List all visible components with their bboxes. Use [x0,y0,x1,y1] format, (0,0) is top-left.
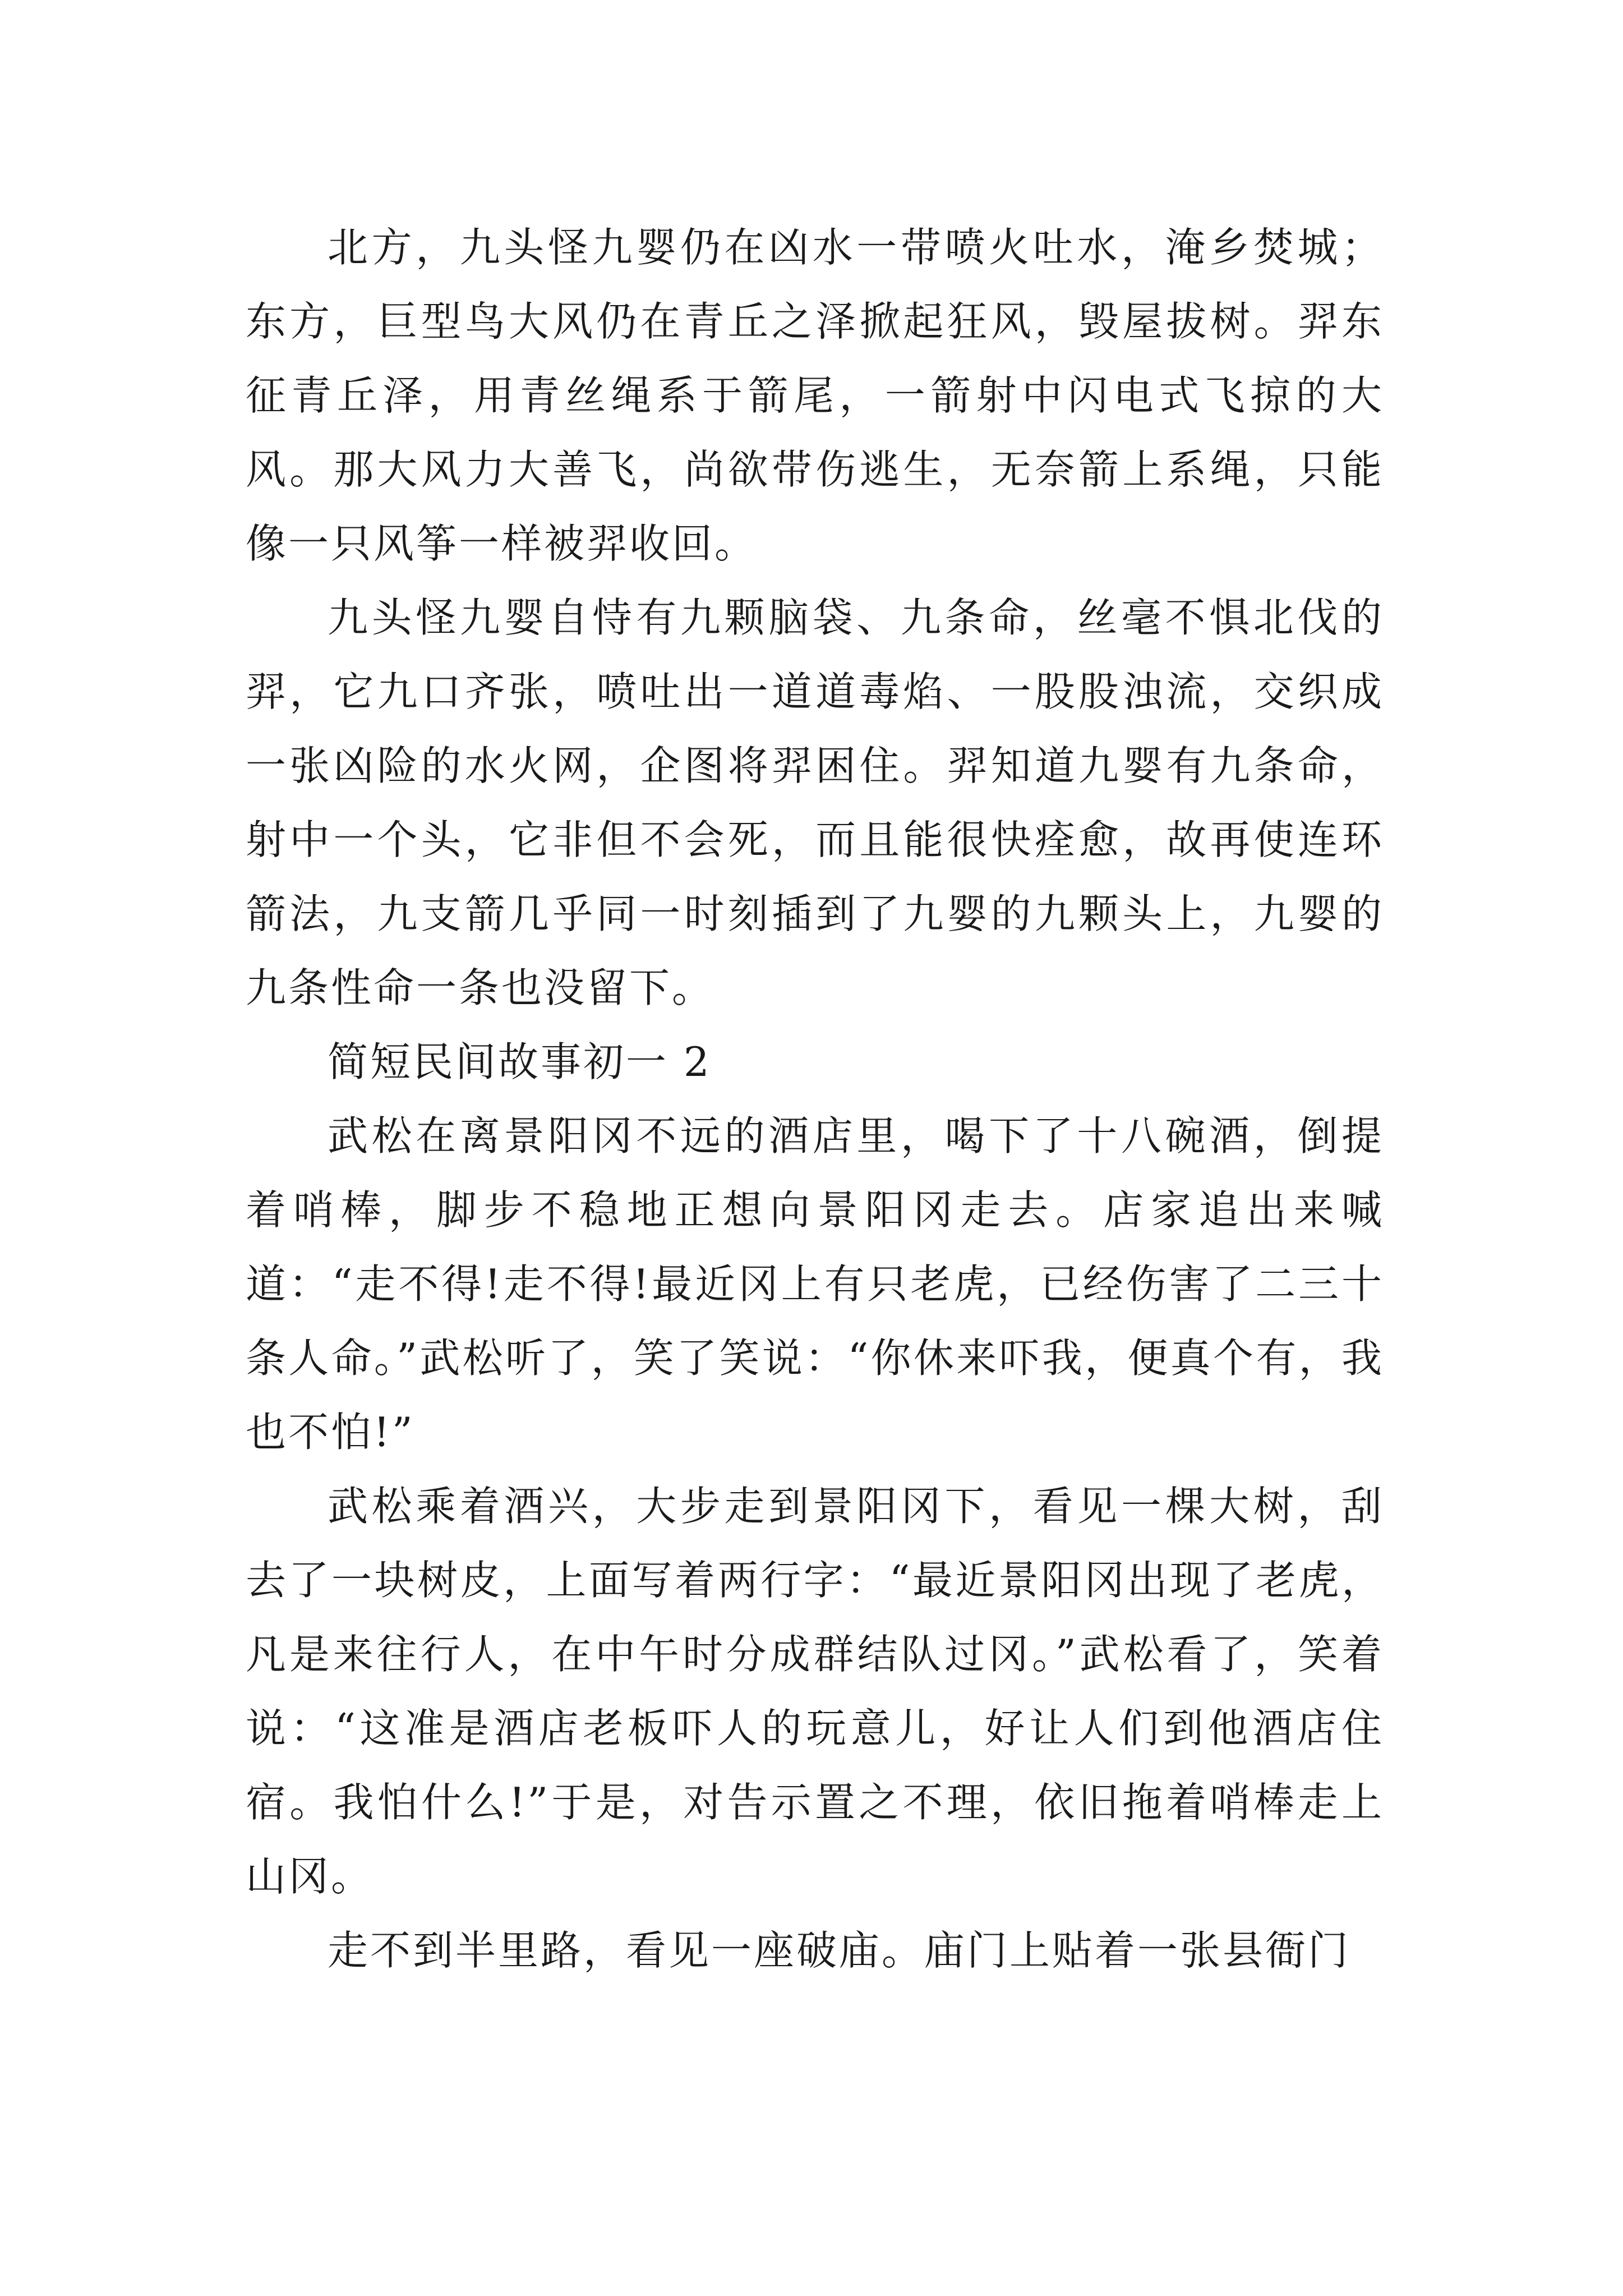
paragraph: 武松乘着酒兴，大步走到景阳冈下，看见一棵大树，刮去了一块树皮，上面写着两行字：“最近景阳冈出现了老虎，凡是来往行人，在中午时分成群结队过冈。”武松看了，笑着说：“这准是酒店老板吓人的玩意儿，好让人们到他酒店住宿。我怕什么!”于是，对告示置之不理，依旧拖着哨棒走上山冈。 [246,1483,1384,1900]
paragraph: 九头怪九婴自恃有九颗脑袋、九条命，丝毫不惧北伐的羿，它九口齐张，喷吐出一道道毒焰、一股股浊流，交织成一张凶险的水火网，企图将羿困住。羿知道九婴有九条命，射中一个头，它非但不会死，而且能很快痊愈，故再使连环箭法，九支箭几乎同一时刻插到了九婴的九颗头上，九婴的九条性命一条也没留下。 [246,594,1384,1011]
document-body [246,210,1384,1987]
paragraph: 走不到半里路，看见一座破庙。庙门上贴着一张县衙门 [328,1927,1351,1974]
paragraph: 武松在离景阳冈不远的酒店里，喝下了十八碗酒，倒提着哨棒，脚步不稳地正想向景阳冈走去。店家追出来喊道：“走不得!走不得!最近冈上有只老虎，已经伤害了二三十条人命。”武松听了，笑了笑说：“你休来吓我，便真个有，我也不怕!” [246,1112,1384,1456]
paragraph: 北方，九头怪九婴仍在凶水一带喷火吐水，淹乡焚城；东方，巨型鸟大风仍在青丘之泽掀起狂风，毁屋拔树。羿东征青丘泽，用青丝绳系于箭尾，一箭射中闪电式飞掠的大风。那大风力大善飞，尚欲带伤逃生，无奈箭上系绳，只能像一只风筝一样被羿收回。 [246,224,1384,567]
section-heading: 简短民间故事初一 2 [328,1038,712,1085]
